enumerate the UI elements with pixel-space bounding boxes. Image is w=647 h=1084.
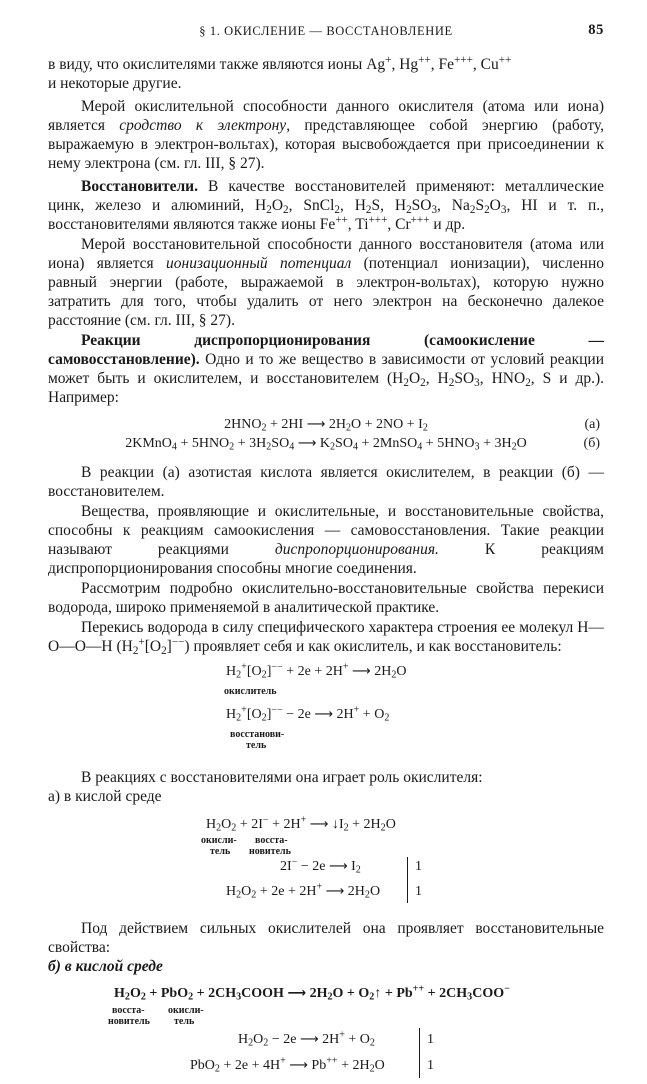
reaction-peroxide-leaddioxide: $H_2O_2 + PbO_2$ + $2CH_3COOH$ ⟶ $2H_2O$ + $O_2↑ + Pb^{++} + 2CH_3COO^-$ xyxy=(114,983,510,1003)
half-reaction-oxidizer: $H_2^+[O_2]^{--} + 2e + 2H^+$ ⟶ $2H_2O$ xyxy=(226,661,407,681)
coefficient-2: 1 xyxy=(427,1058,434,1073)
coefficient-1: 1 xyxy=(427,1032,434,1047)
subheading-acidic-b: б) в кислой среде xyxy=(48,958,163,975)
tag-oxidizer-1: окисли- xyxy=(168,1005,204,1016)
reaction-block-a xyxy=(48,811,604,907)
reaction-arrow: ⟶ xyxy=(309,817,329,832)
half-reaction-reducer: $H_2^+[O_2]^{--} - 2e$ ⟶ $2H^+ + O_2$ xyxy=(226,704,390,724)
balance-bar xyxy=(407,857,408,903)
peroxide-half-reactions xyxy=(48,662,604,758)
tag-reducer-2: тель xyxy=(246,740,267,751)
reaction-arrow: ⟶ xyxy=(289,1058,308,1073)
reaction-arrow: ⟶ xyxy=(328,859,348,874)
gas-arrow: ↑ xyxy=(374,986,382,1001)
reaction-arrow: ⟶ xyxy=(299,1032,319,1047)
half-reaction-peroxide: $H_2O_2 + 2e + 2H^+$ ⟶ $2H_2O$ xyxy=(226,881,381,901)
section-heading-reducers: Восстановители. xyxy=(81,178,198,195)
precipitate-arrow: ↓ xyxy=(331,817,339,832)
reaction-arrow: ⟶ xyxy=(314,707,333,722)
page-number: 85 xyxy=(588,22,604,38)
tag-oxidizer-2: тель xyxy=(210,846,231,857)
page-header xyxy=(48,22,604,46)
coefficient-2: 1 xyxy=(415,884,422,899)
equation-b: 2KMnO$_4$ + $5HNO_2 + 3H_2SO_4$ ⟶ $K_2SO_4$ + 2MnSO$_4$ + $5HNO_3 + 3H_2O$ (б) xyxy=(125,436,600,453)
half-reaction-lead-reduction: PbO$_2$ + 2e + 4H+ ⟶ $Pb^{++} + 2H_2O$ xyxy=(190,1055,385,1075)
running-title: § 1. ОКИСЛЕНИЕ — ВОССТАНОВЛЕНИЕ xyxy=(199,24,453,38)
paragraph-ions: в виду, что окислителями также являются ионы Ag+, Hg++, Fe+++, Cu++ и некоторые другие. xyxy=(48,53,512,92)
reaction-arrow: ⟶ xyxy=(297,436,317,451)
paragraph-self-oxidation: Вещества, проявляющие и окислительные, и восстановительные свойства, способны к реакциям самоокисления — самовосстановления. Такие реакции называют реакциями диспропорционирования. К реакциям диспропорционирования способны многие соединения. xyxy=(48,503,604,577)
tag-reducer-1: восста- xyxy=(112,1005,145,1016)
tag-reducer-1: восстанови- xyxy=(230,729,285,740)
paragraph-electron-affinity: Мерой окислительной способности данного окислителя (атома или иона) является сродство к электрону, представляющее собой энергию (работу, выражаемую в электрон-вольтах), которая высвобождается при присоединении к нему электрона (см. гл. III, § 27). xyxy=(48,98,604,172)
equation-a: $2HNO_2 + 2HI$ ⟶ $2H_2O + 2NO + I_2$ (а) xyxy=(224,417,600,434)
balance-bar xyxy=(419,1028,420,1078)
equation-label-b: (б) xyxy=(583,436,600,451)
coefficient-1: 1 xyxy=(415,859,422,874)
paragraph-strong-oxidizers: Под действием сильных окислителей она проявляет восстановительные свойства: xyxy=(48,920,604,956)
tag-oxidizer-1: окисли- xyxy=(201,835,237,846)
paragraph-peroxide-intro: Рассмотрим подробно окислительно-восстановительные свойства перекиси водорода, широко применяемой в аналитической практике. xyxy=(48,580,604,616)
tag-reducer-2: новитель xyxy=(249,846,291,857)
paragraph-ionization-potential: Мерой восстановительной способности данного восстановителя (атома или иона) является ионизационный потенциал (потенциал ионизации), численно равный энергии (работе, выражаемой в электрон-вольтах), которую нужно затратить для того, чтобы удалить от него электрон на бесконечно далекое расстояние (см. гл. III, § 27). xyxy=(48,236,605,329)
reaction-peroxide-iodide: $H_2O_2 + 2I^- + 2H^+$ ⟶ $↓I_2 + 2H_2O$ xyxy=(206,814,396,834)
book-page xyxy=(48,22,604,1084)
paragraph-reducers: Восстановители. В качестве восстановителей применяют: металлические цинк, железо и алюминий, $H_2O_2$, SnCl$_2$, $H_2S$, $H_2SO_3$, $Na_2S_2O_3$, HI и т. п., восстановителями являются также ионы Fe++, Ti+++, Cr+++ и др. xyxy=(48,178,604,233)
half-reaction-iodide: 2I− − 2e ⟶ $I_2$ xyxy=(280,856,361,876)
reaction-arrow: ⟶ xyxy=(352,664,371,679)
section-heading-disproportionation: Реакции диспропорционирования (самоокисление — самовосстановление). xyxy=(48,332,604,368)
reaction-arrow: ⟶ xyxy=(325,884,345,899)
tag-oxidizer: окислитель xyxy=(224,686,277,697)
paragraph-peroxide-structure: Перекись водорода в силу специфического характера строения ее молекул H—O—O—H $(H_2^+[O_2]^{--})$ проявляет себя и как окислитель, и как восстановитель: xyxy=(48,619,604,657)
paragraph-nitrous-acid: В реакции (а) азотистая кислота является окислителем, в реакции (б) — восстановителем. xyxy=(48,464,604,500)
reaction-arrow: ⟶ xyxy=(306,417,326,432)
half-reaction-peroxide-oxidation: $H_2O_2 - 2e$ ⟶ $2H^+ + O_2$ xyxy=(238,1029,375,1049)
paragraph-with-reducers: В реакциях с восстановителями она играет роль окислителя: xyxy=(81,769,483,786)
tag-reducer-1: восста- xyxy=(255,835,288,846)
tag-oxidizer-2: тель xyxy=(174,1016,195,1027)
tag-reducer-2: новитель xyxy=(108,1016,150,1027)
equation-label-a: (а) xyxy=(584,417,600,432)
subheading-acidic-a: а) в кислой среде xyxy=(48,788,162,805)
reaction-arrow: ⟶ xyxy=(287,986,307,1001)
paragraph-disproportionation: Реакции диспропорционирования (самоокисление — самовосстановление). Одно и то же вещество в зависимости от условий реакции может быть и окислителем, и восстановителем ($H_2O_2$, $H_2SO_3$, $HNO_2$, S и др.). Например: xyxy=(48,332,605,406)
reaction-block-b xyxy=(48,980,604,1084)
